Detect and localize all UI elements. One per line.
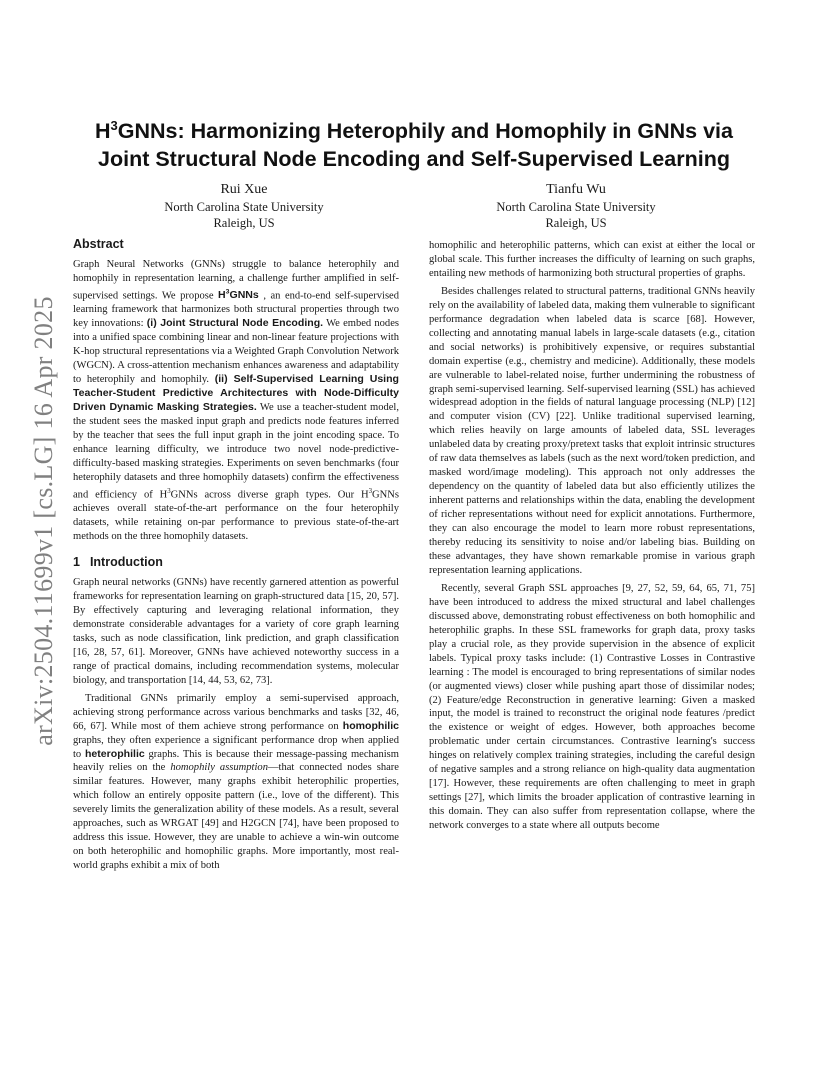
abstract-text: GNNs across diverse graph types. Our H — [170, 489, 369, 501]
author-location: Raleigh, US — [213, 216, 275, 230]
right-column — [429, 239, 755, 833]
paper-title — [60, 112, 768, 173]
author-name: Tianfu Wu — [546, 182, 606, 197]
abstract-paragraph — [73, 258, 399, 544]
section-heading-introduction — [73, 554, 399, 570]
author-location: Raleigh, US — [545, 216, 607, 230]
arxiv-identifier — [28, 286, 60, 756]
left-column — [73, 236, 399, 873]
intro-paragraph-1: Graph neural networks (GNNs) have recently garnered attention as powerful frameworks for representation learning on graph-structured data [15, 20, 57]. By effectively capturing and leveraging relational information, they demonstrate considerable advantages for a variety of core graph learning tasks, such as node classification, link prediction, and graph classification [16, 28, 57, 61]. Moreover, GNNs have achieved noteworthy success in a range of practical domains, including recommendation systems, molecular biology, and transportation [14, 44, 53, 62, 73]. — [73, 577, 399, 686]
intro-paragraph-5: Recently, several Graph SSL approaches [9, 27, 52, 59, 64, 65, 71, 75] have been introduced to address the mixed structural and label challenges discussed above, demonstrating robust effectiveness on both homophilic and heterophilic graphs. In these SSL frameworks for graph data, proxy tasks play a crucial role, as they provide supervision in the absence of explicit labels. Typical proxy tasks include: (1) Contrastive Losses in Contrastive learning : The model is encouraged to bring representations of similar nodes (or augmented views) closer while pushing apart those of dissimilar nodes; (2) Feature/edge Reconstruction in generative learning: Given a masked input, the model is trained to reconstruct the original node features /predict the existence or weight of edges. However, both approaches become problematic under certain circumstances. Contrastive learning's success hinges on relatively complex training strategies, including the careful design of negative samples and a strong reliance on high-quality data augmentation [17]. However, these requirements are often challenging to meet in graph settings [27], which limits the broader application of contrastive learning in this domain. They can also suffer from representation collapse, where the network converges to a state where all outputs become — [429, 582, 755, 832]
author-2 — [426, 180, 726, 231]
model-name: $H^3GNNs$ — [218, 288, 259, 302]
abstract-text: GNNs achieves overall state-of-the-art performance on the four heterophily datasets, while retaining on-par performance to previous state-of-the-art methods on the three homophily datasets. — [73, 489, 399, 543]
abstract-superscript: 3 — [167, 487, 171, 495]
title-superscript: 3 — [110, 118, 118, 133]
term-homophilic: homophilic — [342, 719, 399, 732]
abstract-text: Graph Neural Networks (GNNs) struggle to balance heterophily and homophily in representation learning, a challenge further amplified in self-supervised settings. We propose — [73, 259, 399, 302]
intro-paragraph-4: Besides challenges related to structural patterns, traditional GNNs heavily rely on the availability of labeled data, making them vulnerable to significant performance degradation when labeled data is scarce [68]. However, collecting and annotating manual labels in large-scale datasets (e.g., citation and social networks) is prohibitively expensive, or requires substantial domain expertise (e.g., chemistry and medicine). Additionally, these models are vulnerable to label-related noise, further undermining the robustness of graph semi-supervised learning. Self-supervised learning (SSL) has achieved widespread adoption in the fields of natural language processing (NLP) [12] and computer vision (CV) [22]. Unlike traditional supervised learning, which relies heavily on large amounts of labeled data, SSL leverages unlabeled data by creating proxy/pretext tasks that exploit intrinsic structures of raw data themselves as labels (such as the next word/token prediction, and masked word/image modeling). This approach not only addresses the dependency on the quantity of labeled data but also efficiently utilizes the inherent patterns and relationships within the data, enabling the development of richer representations without need for explicit annotations. Furthermore, they can also encourage the model to learn more robust representations, thereby reducing its sensitivity to noise and/or labeling bias. Building on these advantages, they have shown remarkable promise in various graph representation learning applications. — [429, 285, 755, 576]
title-prefix: H — [95, 119, 111, 144]
abstract-text: We use a teacher-student model, the student sees the masked input graph and predicts node features inferred by the teacher that sees the full input graph in the joint encoding space. To enhance learning difficulty, we introduce two novel node-predictive-difficulty-based masking strategies. Experiments on seven benchmarks (four heterophily datasets and three homophily datasets) confirm the effectiveness and efficiency of H — [73, 402, 399, 501]
intro-paragraph-3: homophilic and heterophilic patterns, which can exist at either the local or global scale. This further increases the difficulty of learning on such graphs, entailing new methods of harmonizing both structural properties of graphs. — [429, 240, 755, 279]
author-affiliation: North Carolina State University — [164, 200, 324, 214]
term-heterophilic: heterophilic — [84, 747, 145, 760]
abstract-text: , an end-to-end self-supervised learning framework that harmonizes both structural properties through two key innovations: — [73, 290, 399, 330]
arxiv-id-text: arXiv:2504.11699v1 [cs.LG] 16 Apr 2025 — [29, 296, 58, 746]
section-number: 1 — [73, 555, 80, 570]
abstract-superscript: 3 — [368, 487, 373, 495]
contribution-1: (i) Joint Structural Node Encoding. — [146, 317, 324, 330]
abstract-heading: Abstract — [73, 237, 124, 251]
abstract-text: We embed nodes into a unified space combining linear and non-linear feature projections with K-hop structural representations via a Weighted Graph Convolution Network (WGCN). A cross-attention mechanism enhances awareness and adaptability to heterophily and homophily. — [73, 318, 399, 386]
contribution-2: (ii) Self-Supervised Learning Using Teacher-Student Predictive Architectures with Node-Difficulty Driven Dynamic Masking Strategies. — [73, 373, 399, 414]
title-line-2: Joint Structural Node Encoding and Self-Supervised Learning — [98, 147, 730, 172]
author-name: Rui Xue — [220, 182, 268, 197]
intro-paragraph-2: Traditional GNNs primarily employ a semi-supervised approach, achieving strong performance across various benchmarks and tasks [32, 46, 66, 67]. While most of them achieve strong performance on homophilic graphs, they often experience a significant performance drop when applied to heterophilic graphs. This is because their message-passing mechanism heavily relies on the homophily assumption—that connected nodes share similar features. However, many graphs exhibit heterophilic properties, which follow an entirely opposite pattern (i.e., love of the different). This severely limits the generalization ability of these models. As a result, several approaches, such as WRGAT [49] and H2GCN [74], have been proposed to address this issue. However, they are unable to achieve a win-win outcome on both heterophilic and homophilic graphs. More importantly, most real-world graphs exhibit a mix of both — [73, 692, 399, 872]
section-title: Introduction — [89, 555, 163, 570]
title-line-1: GNNs: Harmonizing Heterophily and Homophily in GNNs via — [117, 119, 733, 144]
author-affiliation: North Carolina State University — [496, 200, 656, 214]
term-homophily-assumption: homophily assumption — [170, 762, 268, 774]
author-1 — [94, 180, 394, 231]
author-block — [70, 180, 758, 230]
